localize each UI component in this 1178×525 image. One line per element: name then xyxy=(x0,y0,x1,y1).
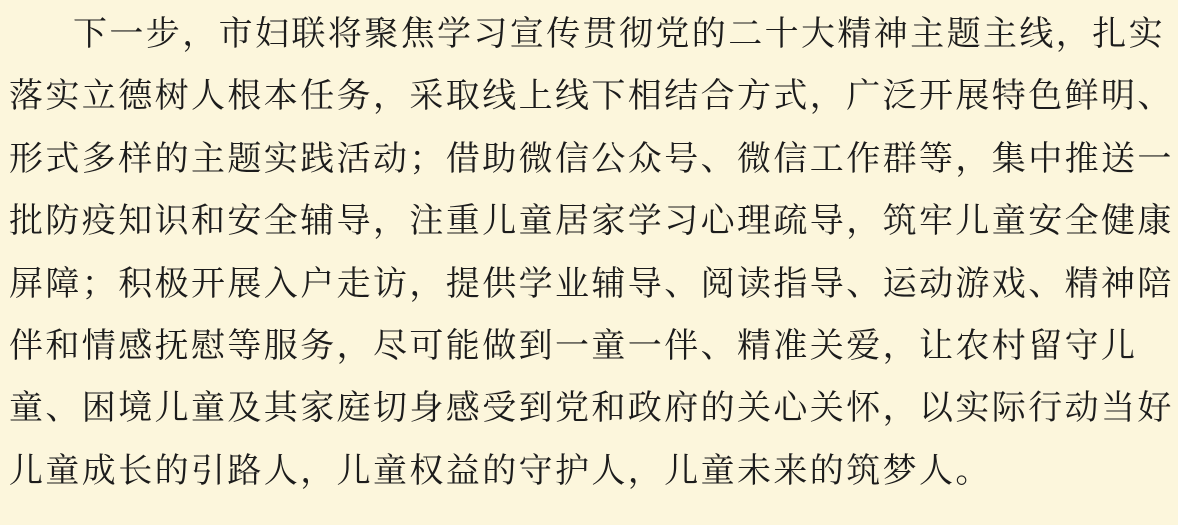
text-line: 下一步，市妇联将聚焦学习宣传贯彻党的二十大精神主题主线，扎实 xyxy=(73,15,1165,53)
text-line: 伴和情感抚慰等服务，尽可能做到一童一伴、精准关爱，让农村留守儿 xyxy=(9,326,1138,365)
text-line: 儿童成长的引路人，儿童权益的守护人，儿童未来的筑梦人。 xyxy=(9,451,992,490)
paragraph xyxy=(9,3,1174,502)
text-line: 落实立德树人根本任务，采取线上线下相结合方式，广泛开展特色鲜明、 xyxy=(9,77,1174,116)
text-line: 童、困境儿童及其家庭切身感受到党和政府的关心关怀，以实际行动当好 xyxy=(9,389,1174,428)
text-line: 批防疫知识和安全辅导，注重儿童居家学习心理疏导，筑牢儿童安全健康 xyxy=(9,202,1174,241)
text-line: 屏障；积极开展入户走访，提供学业辅导、阅读指导、运动游戏、精神陪 xyxy=(9,264,1174,303)
text-line: 形式多样的主题实践活动；借助微信公众号、微信工作群等，集中推送一 xyxy=(9,139,1174,178)
